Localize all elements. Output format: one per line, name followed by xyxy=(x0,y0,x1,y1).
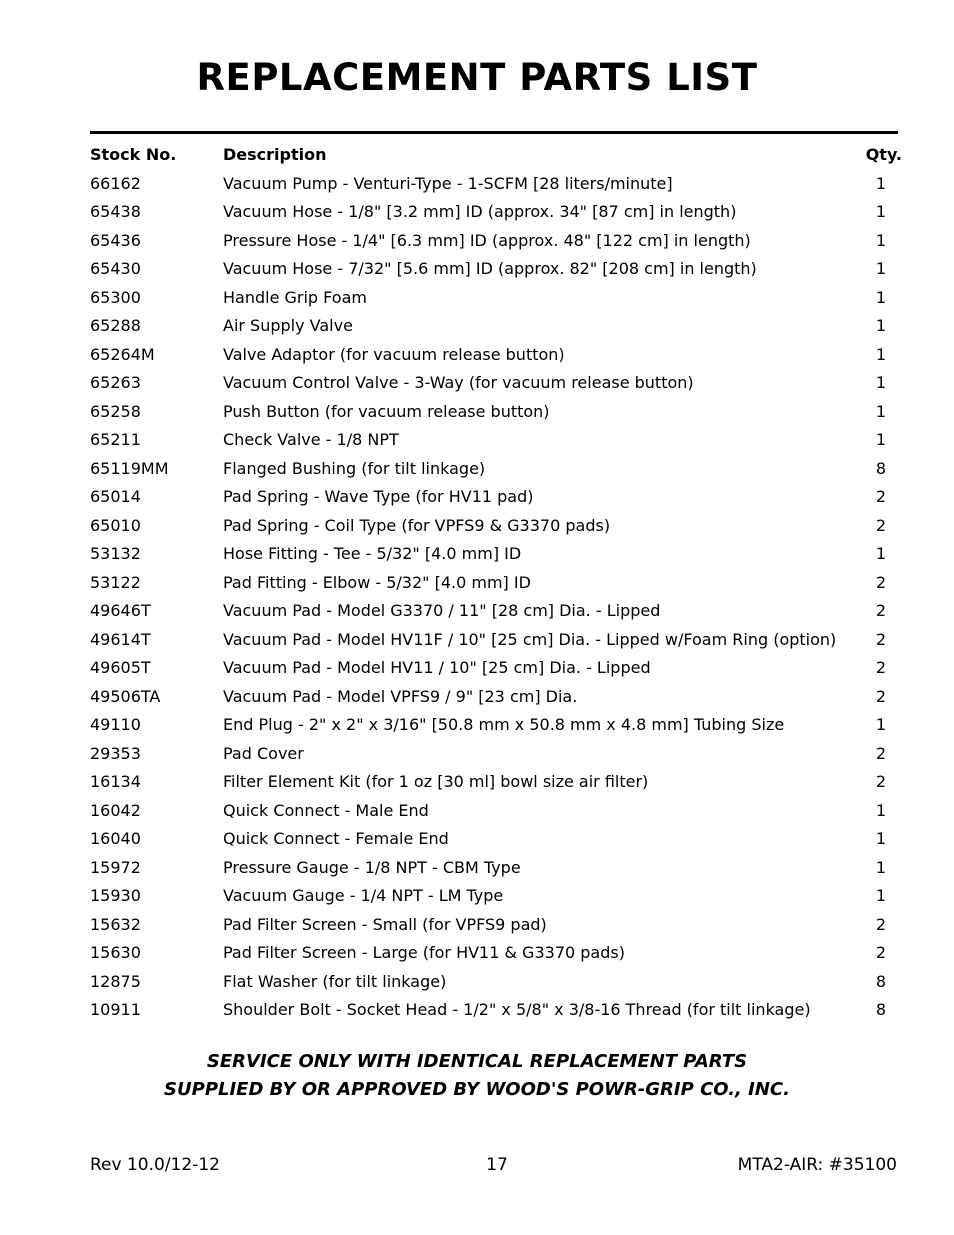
part-quantity: 1 xyxy=(875,544,886,563)
table-row xyxy=(90,882,902,911)
part-quantity: 2 xyxy=(875,515,886,535)
stock-number: 15930 xyxy=(90,886,141,905)
part-description: Pad Spring - Wave Type (for HV11 pad) xyxy=(223,487,534,506)
table-row xyxy=(90,426,902,455)
part-description: Pad Filter Screen - Small (for VPFS9 pad) xyxy=(223,914,547,934)
part-quantity: 1 xyxy=(875,316,886,335)
stock-number: 10911 xyxy=(90,1000,141,1019)
part-quantity: 2 xyxy=(875,943,886,962)
table-row xyxy=(90,683,902,712)
table-row xyxy=(90,540,902,569)
stock-number: 65119MM xyxy=(90,458,169,478)
part-description: Vacuum Pad - Model HV11 / 10" [25 cm] Dia. - Lipped xyxy=(223,658,651,677)
part-quantity: 2 xyxy=(875,743,886,763)
part-quantity: 8 xyxy=(875,458,886,478)
table-row xyxy=(90,797,902,826)
part-description: Hose Fitting - Tee - 5/32" [4.0 mm] ID xyxy=(223,544,522,563)
part-quantity: 1 xyxy=(875,344,886,364)
part-quantity: 2 xyxy=(875,572,886,592)
part-quantity: 1 xyxy=(875,430,886,449)
stock-number: 49605T xyxy=(90,658,151,677)
table-row xyxy=(90,740,902,769)
stock-number: 65436 xyxy=(90,230,141,250)
part-description: Check Valve - 1/8 NPT xyxy=(223,430,399,449)
part-description: Filter Element Kit (for 1 oz [30 ml] bowl size air filter) xyxy=(223,772,649,791)
table-row xyxy=(90,597,902,626)
stock-number: 65014 xyxy=(90,487,141,506)
part-description: Vacuum Control Valve - 3-Way (for vacuum release button) xyxy=(223,373,694,392)
part-description: Pressure Gauge - 1/8 NPT - CBM Type xyxy=(223,857,521,877)
stock-number: 65438 xyxy=(90,202,141,221)
table-row xyxy=(90,483,902,512)
part-description: Vacuum Pump - Venturi-Type - 1-SCFM [28 liters/minute] xyxy=(223,173,673,193)
part-quantity: 1 xyxy=(875,373,886,392)
parts-table xyxy=(90,141,902,1025)
stock-number: 49506TA xyxy=(90,686,161,706)
stock-number: 16134 xyxy=(90,772,141,791)
part-quantity: 1 xyxy=(875,287,886,307)
table-row xyxy=(90,626,902,655)
part-quantity: 1 xyxy=(875,230,886,250)
part-description: Pad Fitting - Elbow - 5/32" [4.0 mm] ID xyxy=(223,572,531,592)
part-description: Vacuum Pad - Model VPFS9 / 9" [23 cm] Dia. xyxy=(223,686,578,706)
stock-number: 65211 xyxy=(90,430,141,449)
part-description: Vacuum Hose - 7/32" [5.6 mm] ID (approx. 82" [208 cm] in length) xyxy=(223,259,757,278)
part-description: Vacuum Hose - 1/8" [3.2 mm] ID (approx. 34" [87 cm] in length) xyxy=(223,202,737,221)
table-row xyxy=(90,284,902,313)
part-quantity: 2 xyxy=(875,686,886,706)
table-row xyxy=(90,854,902,883)
part-quantity: 1 xyxy=(875,829,886,848)
stock-number: 16042 xyxy=(90,800,141,820)
part-description: Pressure Hose - 1/4" [6.3 mm] ID (approx. 48" [122 cm] in length) xyxy=(223,230,751,250)
part-description: Quick Connect - Male End xyxy=(223,800,429,820)
table-row xyxy=(90,825,902,854)
part-quantity: 8 xyxy=(875,971,886,991)
part-quantity: 8 xyxy=(875,1000,886,1019)
table-row xyxy=(90,455,902,484)
table-row xyxy=(90,341,902,370)
footer-page-number: 17 xyxy=(486,1155,508,1175)
service-notice xyxy=(0,1048,954,1104)
part-description: Air Supply Valve xyxy=(223,316,353,335)
service-notice-line-1: SERVICE ONLY WITH IDENTICAL REPLACEMENT PARTS xyxy=(206,1051,748,1072)
part-quantity: 1 xyxy=(875,800,886,820)
part-quantity: 1 xyxy=(875,259,886,278)
stock-number: 65300 xyxy=(90,287,141,307)
part-description: Vacuum Pad - Model G3370 / 11" [28 cm] Dia. - Lipped xyxy=(223,601,661,620)
table-row xyxy=(90,996,902,1025)
table-row xyxy=(90,198,902,227)
table-row xyxy=(90,227,902,256)
part-description: End Plug - 2" x 2" x 3/16" [50.8 mm x 50.8 mm x 4.8 mm] Tubing Size xyxy=(223,715,785,734)
table-row xyxy=(90,911,902,940)
table-row xyxy=(90,654,902,683)
parts-rows xyxy=(90,170,902,1025)
part-description: Push Button (for vacuum release button) xyxy=(223,401,550,421)
table-row xyxy=(90,255,902,284)
table-row xyxy=(90,711,902,740)
table-row xyxy=(90,768,902,797)
stock-number: 49646T xyxy=(90,601,151,620)
part-quantity: 1 xyxy=(875,715,886,734)
footer-model: MTA2-AIR: #35100 xyxy=(737,1155,897,1175)
stock-number: 16040 xyxy=(90,829,141,848)
part-quantity: 1 xyxy=(875,202,886,221)
stock-number: 65263 xyxy=(90,373,141,392)
part-quantity: 2 xyxy=(875,629,886,649)
stock-number: 29353 xyxy=(90,743,141,763)
stock-number: 65264M xyxy=(90,344,155,364)
service-notice-line-2: SUPPLIED BY OR APPROVED BY WOOD'S POWR-GRIP CO., INC. xyxy=(164,1079,790,1100)
table-row xyxy=(90,312,902,341)
part-quantity: 2 xyxy=(875,487,886,506)
part-quantity: 1 xyxy=(875,173,886,193)
part-description: Pad Cover xyxy=(223,743,304,763)
part-description: Vacuum Pad - Model HV11F / 10" [25 cm] Dia. - Lipped w/Foam Ring (option) xyxy=(223,629,837,649)
stock-number: 65010 xyxy=(90,515,141,535)
stock-number: 53122 xyxy=(90,572,141,592)
column-header-description: Description xyxy=(223,145,327,164)
stock-number: 65288 xyxy=(90,316,141,335)
column-header-qty: Qty. xyxy=(865,145,902,164)
table-row xyxy=(90,398,902,427)
title-divider xyxy=(90,131,898,134)
part-quantity: 2 xyxy=(875,914,886,934)
table-row xyxy=(90,369,902,398)
part-quantity: 2 xyxy=(875,658,886,677)
part-description: Shoulder Bolt - Socket Head - 1/2" x 5/8" x 3/8-16 Thread (for tilt linkage) xyxy=(223,1000,811,1019)
stock-number: 49110 xyxy=(90,715,141,734)
part-description: Quick Connect - Female End xyxy=(223,829,449,848)
part-description: Flat Washer (for tilt linkage) xyxy=(223,971,447,991)
stock-number: 65430 xyxy=(90,259,141,278)
stock-number: 66162 xyxy=(90,173,141,193)
table-row xyxy=(90,512,902,541)
part-quantity: 1 xyxy=(875,886,886,905)
table-row xyxy=(90,939,902,968)
page-title: REPLACEMENT PARTS LIST xyxy=(196,56,758,99)
part-quantity: 1 xyxy=(875,401,886,421)
stock-number: 49614T xyxy=(90,629,151,649)
footer-revision: Rev 10.0/12-12 xyxy=(90,1155,220,1175)
part-description: Handle Grip Foam xyxy=(223,287,367,307)
table-row xyxy=(90,569,902,598)
stock-number: 15630 xyxy=(90,943,141,962)
part-description: Vacuum Gauge - 1/4 NPT - LM Type xyxy=(223,886,504,905)
stock-number: 53132 xyxy=(90,544,141,563)
table-row xyxy=(90,170,902,199)
part-quantity: 2 xyxy=(875,601,886,620)
column-header-stock: Stock No. xyxy=(90,145,177,164)
stock-number: 15972 xyxy=(90,857,141,877)
part-quantity: 2 xyxy=(875,772,886,791)
stock-number: 12875 xyxy=(90,971,141,991)
stock-number: 65258 xyxy=(90,401,141,421)
part-quantity: 1 xyxy=(875,857,886,877)
table-header xyxy=(90,141,902,170)
part-description: Valve Adaptor (for vacuum release button) xyxy=(223,344,565,364)
part-description: Pad Spring - Coil Type (for VPFS9 & G3370 pads) xyxy=(223,515,611,535)
table-row xyxy=(90,968,902,997)
stock-number: 15632 xyxy=(90,914,141,934)
part-description: Pad Filter Screen - Large (for HV11 & G3370 pads) xyxy=(223,943,625,962)
part-description: Flanged Bushing (for tilt linkage) xyxy=(223,458,486,478)
